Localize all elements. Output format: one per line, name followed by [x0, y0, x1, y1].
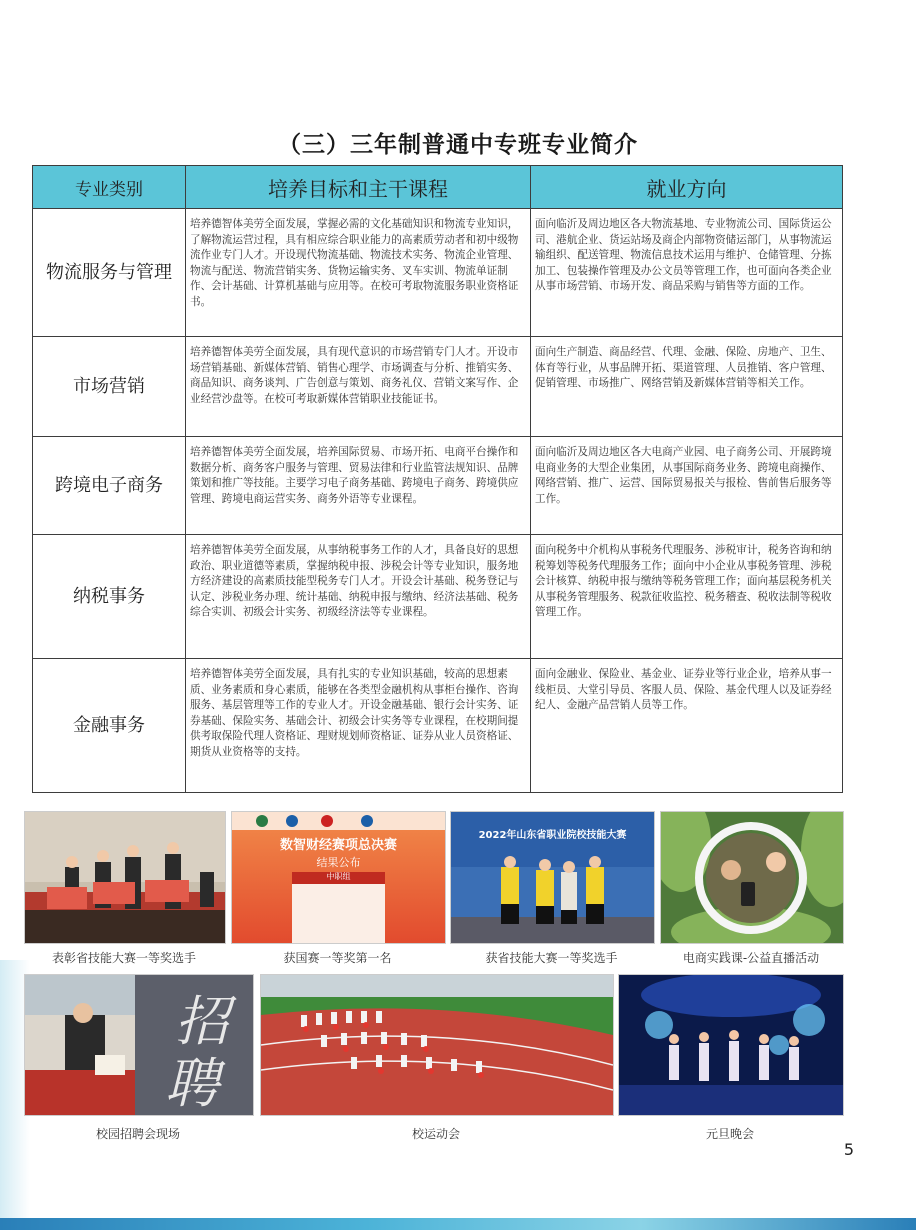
major-jobs: 面向金融业、保险业、基金业、证券业等行业企业，培养从事一线柜员、大堂引导员、客服人员、保险、基金代理人以及证券经纪人、金融产品营销人员等工作。	[531, 659, 843, 793]
table-row	[33, 659, 843, 793]
page-number: 5	[843, 1140, 854, 1159]
major-name: 纳税事务	[33, 535, 186, 659]
major-jobs: 面向临沂及周边地区各大物流基地、专业物流公司、国际货运公司、港航企业、货运站场及商企内部物资储运部门，从事物流运输组织、配送管理、物流信息技术运用与维护、仓储管理、分拣加工、包装操作管理及办公文员等管理工作，也可面向各类企业从事市场营销、市场开发、商品采购与销售等方面的工作。	[531, 209, 843, 337]
caption-national-award: 获国赛一等奖第一名	[283, 951, 392, 965]
poster-title: 数智财经赛项总决赛	[279, 838, 397, 853]
majors-table	[32, 165, 843, 793]
calligraphy-zhao: 招	[175, 990, 229, 1053]
caption-new-year-gala: 元旦晚会	[705, 1127, 754, 1141]
caption-sports-meet: 校运动会	[411, 1127, 460, 1141]
header-goals-courses: 培养目标和主干课程	[186, 166, 531, 209]
caption-award-ceremony: 表彰省技能大赛一等奖选手	[51, 951, 196, 965]
major-name: 市场营销	[33, 337, 186, 437]
photo-national-award	[231, 811, 446, 944]
new-year-gala-image	[619, 975, 843, 1115]
table-row	[33, 535, 843, 659]
sports-meet-image	[261, 975, 613, 1115]
photo-sports-meet	[260, 974, 614, 1116]
photo-new-year-gala	[618, 974, 844, 1116]
table-row	[33, 337, 843, 437]
photo-job-fair	[24, 974, 254, 1116]
table-row	[33, 209, 843, 337]
table-row	[33, 437, 843, 535]
major-goals: 培养德智体美劳全面发展，掌握必需的文化基础知识和物流专业知识，了解物流运营过程，具有相应综合职业能力的高素质劳动者和初中级物流作业专门人才。开设现代物流基础、物流技术实务、物流企业管理、物流与配送、物流营销实务、货物运输实务、叉车实训、物流单证制作、会计基础、计算机基础与应用等。在校可考取物流服务职业资格证书。	[186, 209, 531, 337]
photo-award-ceremony	[24, 811, 226, 944]
major-jobs: 面向生产制造、商品经营、代理、金融、保险、房地产、卫生、体育等行业，从事品牌开拓、渠道管理、人员推销、客户管理、促销管理、市场推广、网络营销及新媒体营销等相关工作。	[531, 337, 843, 437]
caption-job-fair: 校园招聘会现场	[95, 1127, 180, 1141]
caption-provincial-award: 获省技能大赛一等奖选手	[485, 951, 618, 965]
major-goals: 培养德智体美劳全面发展，具有现代意识的市场营销专门人才。开设市场营销基础、新媒体营销、销售心理学、市场调查与分析、推销实务、商品知识、商务谈判、广告创意与策划、商务礼仪、营销文案写作、企业经营沙盘等。在校可考取新媒体营销职业技能证书。	[186, 337, 531, 437]
major-name: 跨境电子商务	[33, 437, 186, 535]
table-header-row	[33, 166, 843, 209]
major-jobs: 面向税务中介机构从事税务代理服务、涉税审计，税务咨询和纳税筹划等税务代理服务工作；面向中小企业从事税务管理、涉税会计核算、纳税申报与缴纳等税务管理工作；面向基层税务机关从事税务管理服务、税款征收监控、税务稽查、税收法制等税收管理工作。	[531, 535, 843, 659]
major-name: 金融事务	[33, 659, 186, 793]
header-employment: 就业方向	[531, 166, 843, 209]
photo-provincial-award	[450, 811, 655, 944]
header-major-category: 专业类别	[33, 166, 186, 209]
poster-group: 中职组	[326, 872, 351, 881]
major-name: 物流服务与管理	[33, 209, 186, 337]
poster-result: 结果公布	[316, 856, 361, 869]
award-ceremony-image	[25, 812, 225, 943]
calligraphy-pin: 聘	[165, 1052, 219, 1115]
livestream-image	[661, 812, 843, 943]
photo-livestream	[660, 811, 844, 944]
major-jobs: 面向临沂及周边地区各大电商产业园、电子商务公司、开展跨境电商业务的大型企业集团，从事国际商务业务、跨境电商操作、网络营销、推广、运营、国际贸易报关与报检、售前售后服务等工作。	[531, 437, 843, 535]
bottom-decor-bar	[0, 1218, 916, 1230]
major-goals: 培养德智体美劳全面发展，培养国际贸易、市场开拓、电商平台操作和数据分析、商务客户服务与管理、贸易法律和行业监管法规知识、品牌策划和推广等技能。主要学习电子商务基础、跨境电子商务、跨境供应管理、跨境电商运营实务、商务外语等专业课程。	[186, 437, 531, 535]
major-goals: 培养德智体美劳全面发展，具有扎实的专业知识基础，较高的思想素质、业务素质和身心素质，能够在各类型金融机构从事柜台操作、咨询服务、基层管理等工作的专业人才。开设金融基础、银行会计实务、证券基础、保险实务、基础会计、初级会计实务等专业课程，在校期间提供考取保险代理人资格证、理财规划师资格证、证券从业人员资格证、期货从业资格等的支持。	[186, 659, 531, 793]
major-goals: 培养德智体美劳全面发展，从事纳税事务工作的人才，具备良好的思想政治、职业道德等素质，掌握纳税申报、涉税会计等专业知识，服务地方经济建设的高素质技能型税务专门人才。开设会计基础、税务登记与认定、涉税业务办理、统计基础、纳税申报与缴纳、经济法基础、税务综合实训、初级会计实务、初级经济法等专业课程。	[186, 535, 531, 659]
page-title: （三）三年制普通中专班专业简介	[278, 132, 638, 158]
caption-livestream: 电商实践课-公益直播活动	[682, 951, 820, 965]
provincial-banner: 2022年山东省职业院校技能大赛	[478, 830, 627, 841]
